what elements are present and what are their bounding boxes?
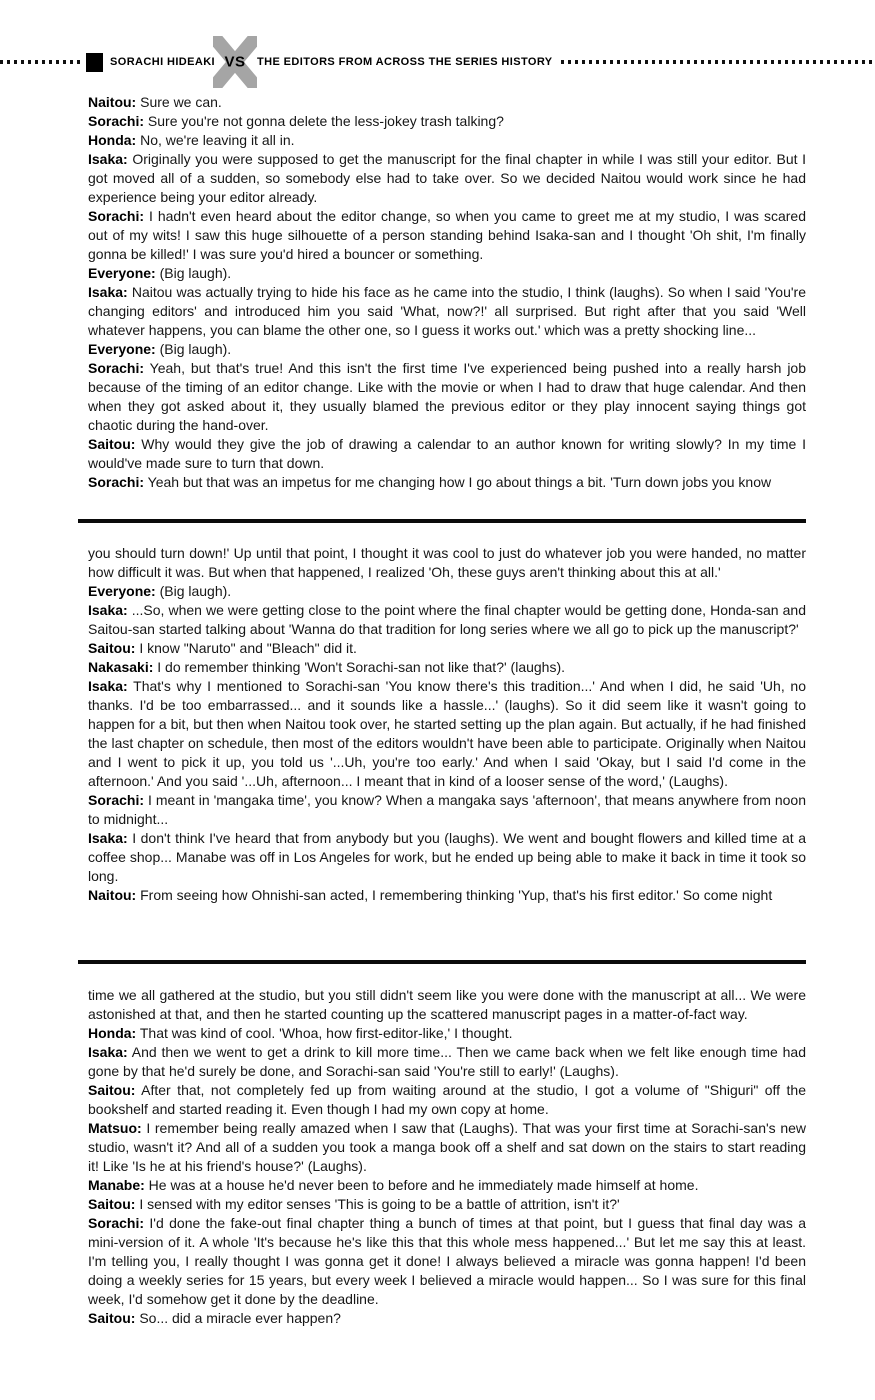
page-header [0,38,875,86]
speaker-name: Sorachi: [88,208,145,224]
section-divider-2 [78,960,806,964]
dialogue-paragraph: Isaka: ...So, when we were getting close to the point where the final chapter would be getting done, Honda-san and Saitou-san started talking about 'Wanna do that tradition for long series where we all go to pick up the manuscript?' [88,602,806,637]
header-title-left: SORACHI HIDEAKI [110,56,216,68]
vs-label: VS [224,53,246,71]
speaker-name: Saitou: [88,436,136,452]
dialogue-paragraph: Sorachi: I'd done the fake-out final chapter thing a bunch of times at that point, but I guess that final day was a mini-version of it. A whole 'It's because he's like this that this whole mess happened...' But let me say this at least. I'm telling you, I really thought I was gonna get it done! I always believed a miracle was gonna happen! I'd been doing a weekly series for 15 years, but every week I believed a miracle would happen... So I was sure for this final week, I'd somehow get it done by the deadline. [88,1215,806,1307]
dialogue-paragraph: Saitou: Why would they give the job of drawing a calendar to an author known for writing slowly? In my time I would've made sure to turn that down. [88,436,806,471]
header-title-right: THE EDITORS FROM ACROSS THE SERIES HISTORY [257,56,553,68]
dialogue-block-3 [88,986,806,1328]
dialogue-paragraph: Isaka: That's why I mentioned to Sorachi-san 'You know there's this tradition...' And when I did, he said 'Uh, no thanks. I'd be too embarrassed... and it sounds like a hassle...' (laughs). So it did seem like it wasn't going to happen for a bit, but then when Naitou took over, he started setting up the plan again. But actually, if he had finished the last chapter on schedule, then most of the editors wouldn't have been able to participate. Originally when Naitou and I went to pick it up, you told us '...Uh, you're too early.' And when I said 'Okay, but I said I'd come in the afternoon.' And you said '...Uh, afternoon... I meant that in kind of a looser sense of the word,' (Laughs). [88,678,806,789]
dialogue-paragraph: Sorachi: I meant in 'mangaka time', you know? When a mangaka says 'afternoon', that means anywhere from noon to midnight... [88,792,806,827]
speaker-name: Saitou: [88,1310,136,1326]
dialogue-paragraph: Naitou: Sure we can. [88,94,222,110]
dialogue-paragraph: Sorachi: Yeah, but that's true! And this isn't the first time I've experienced being pushed into a really harsh job because of the timing of an editor change. Like with the movie or when I had to draw that huge calendar. And then when they got asked about it, they usually blamed the previous editor or they play innocent saying things got chaotic during the hand-over. [88,360,806,433]
dialogue-paragraph: Naitou: From seeing how Ohnishi-san acted, I remembering thinking 'Yup, that's his first editor.' So come night [88,887,773,903]
speaker-name: Sorachi: [88,113,145,129]
dialogue-paragraph: Honda: That was kind of cool. 'Whoa, how first-editor-like,' I thought. [88,1025,513,1041]
speaker-name: Matsuo: [88,1120,142,1136]
dotted-rule-left [0,60,80,64]
speaker-name: Sorachi: [88,474,145,490]
speaker-name: Manabe: [88,1177,145,1193]
speaker-name: Saitou: [88,640,136,656]
dialogue-paragraph: Saitou: I sensed with my editor senses 'This is going to be a battle of attrition, isn't it?' [88,1196,620,1212]
speaker-name: Isaka: [88,678,128,694]
dialogue-block-2 [88,544,806,905]
dialogue-paragraph: Everyone: (Big laugh). [88,583,232,599]
speaker-name: Everyone: [88,265,156,281]
dialogue-paragraph: Isaka: I don't think I've heard that from anybody but you (laughs). We went and bought flowers and killed time at a coffee shop... Manabe was off in Los Angeles for work, but he ended up being able to make it back in time it took so long. [88,830,806,884]
dialogue-paragraph: Saitou: I know "Naruto" and "Bleach" did it. [88,640,357,656]
speaker-name: Honda: [88,1025,137,1041]
speaker-name: Isaka: [88,830,128,846]
dialogue-paragraph: Isaka: Originally you were supposed to get the manuscript for the final chapter in while I was still your editor. But I got moved all of a sudden, so somebody else had to take over. So we decided Naitou would work since he had experience being your editor already. [88,151,806,205]
dialogue-paragraph: Manabe: He was at a house he'd never been to before and he immediately made himself at home. [88,1177,699,1193]
dialogue-paragraph: Everyone: (Big laugh). [88,341,232,357]
dialogue-paragraph: time we all gathered at the studio, but you still didn't seem like you were done with the manuscript at all... We were astonished at that, and then he started counting up the scattered manuscript pages in a matter-of-fact way. [88,987,806,1022]
speaker-name: Isaka: [88,602,128,618]
speaker-name: Isaka: [88,284,128,300]
speaker-name: Sorachi: [88,1215,145,1231]
speaker-name: Honda: [88,132,137,148]
dialogue-paragraph: you should turn down!' Up until that point, I thought it was cool to just do whatever job you were handed, no matter how difficult it was. But when that happened, I realized 'Oh, these guys aren't thinking about this at all.' [88,545,806,580]
speaker-name: Sorachi: [88,792,145,808]
dialogue-paragraph: Nakasaki: I do remember thinking 'Won't Sorachi-san not like that?' (laughs). [88,659,566,675]
dialogue-paragraph: Isaka: Naitou was actually trying to hide his face as he came into the studio, I think (laughs). So when I said 'You're changing editors' and introduced him you said 'What, now?!' all surprised. But right after that you said 'Well whatever happens, you can blame the other one, so I guess it works out.' which was a pretty shocking line... [88,284,806,338]
dialogue-paragraph: Honda: No, we're leaving it all in. [88,132,295,148]
dialogue-paragraph: Isaka: And then we went to get a drink to kill more time... Then we came back when we felt like enough time had gone by that he'd surely be done, and Sorachi-san said 'You're still to early!' (Laughs). [88,1044,806,1079]
dialogue-paragraph: Sorachi: I hadn't even heard about the editor change, so when you came to greet me at my studio, I was scared out of my wits! I saw this huge silhouette of a person standing behind Isaka-san and I thought 'Oh shit, I'm finally gonna be killed!' I was sure you'd hired a bouncer or something. [88,208,806,262]
dialogue-paragraph: Saitou: So... did a miracle ever happen? [88,1310,341,1326]
dialogue-paragraph: Everyone: (Big laugh). [88,265,232,281]
speaker-name: Isaka: [88,1044,128,1060]
speaker-name: Saitou: [88,1082,136,1098]
dialogue-block-1 [88,93,806,492]
black-square-bullet [86,53,103,72]
dotted-rule-right [561,60,875,64]
dialogue-paragraph: Matsuo: I remember being really amazed when I saw that (Laughs). That was your first time at Sorachi-san's new studio, wasn't it? And all of a sudden you took a manga book off a shelf and sat down on the stairs to start reading it! Like 'Is he at his friend's house?' (Laughs). [88,1120,806,1174]
dialogue-paragraph: Sorachi: Yeah but that was an impetus for me changing how I go about things a bit. 'Turn down jobs you know [88,474,772,490]
speaker-name: Sorachi: [88,360,145,376]
speaker-name: Everyone: [88,341,156,357]
speaker-name: Saitou: [88,1196,136,1212]
dialogue-paragraph: Saitou: After that, not completely fed up from waiting around at the studio, I got a volume of "Shiguri" off the bookshelf and started reading it. Even though I had my own copy at home. [88,1082,806,1117]
speaker-name: Naitou: [88,94,137,110]
speaker-name: Everyone: [88,583,156,599]
speaker-name: Naitou: [88,887,137,903]
speaker-name: Isaka: [88,151,128,167]
speaker-name: Nakasaki: [88,659,154,675]
vs-x-emblem [213,38,257,86]
section-divider-1 [78,519,806,523]
dialogue-paragraph: Sorachi: Sure you're not gonna delete the less-jokey trash talking? [88,113,504,129]
